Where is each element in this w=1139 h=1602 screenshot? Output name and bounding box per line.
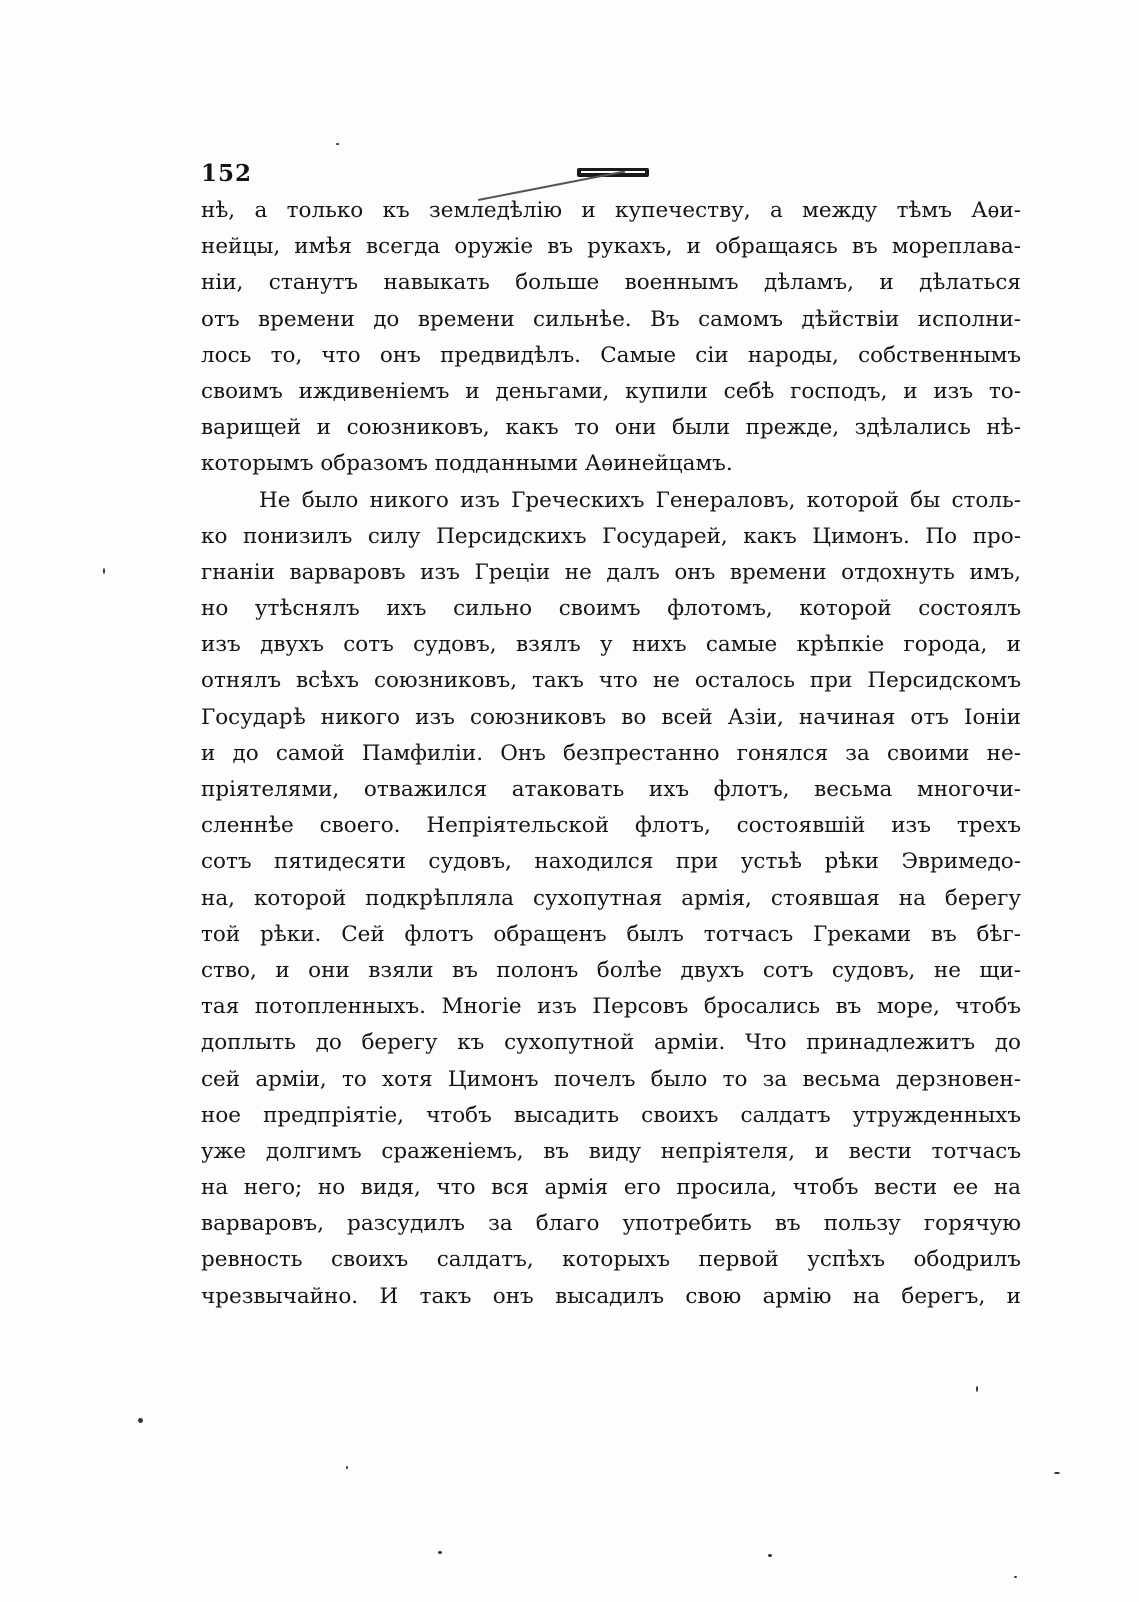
text-line: но утѣснялъ ихъ сильно своимъ флотомъ, которой состоялъ <box>201 596 1021 622</box>
text-line: нейцы, имѣя всегда оружіе въ рукахъ, и обращаясь въ мореплава- <box>201 234 1021 260</box>
scan-speck <box>438 1551 442 1554</box>
text-line: лось то, что онъ предвидѣлъ. Самые сіи народы, собственнымъ <box>201 342 1021 368</box>
scan-speck <box>1014 1576 1017 1578</box>
paragraph-first-line: Не было никого изъ Греческихъ Генераловъ, которой бы столь- <box>259 487 1021 513</box>
text-line: пріятелями, отважился атаковать ихъ флотъ, весьма многочи- <box>201 777 1021 802</box>
text-line: сотъ пятидесяти судовъ, находился при устьѣ рѣки Эвримедо- <box>201 849 1021 875</box>
text-line: ревность своихъ салдатъ, которыхъ первой успѣхъ ободрилъ <box>201 1247 1021 1273</box>
scan-speck <box>976 1386 978 1392</box>
text-line: ніи, станутъ навыкать больше военнымъ дѣламъ, и дѣлаться <box>201 270 1021 296</box>
text-line: варищей и союзниковъ, какъ то они были прежде, здѣлались нѣ- <box>201 415 1021 441</box>
text-line: доплыть до берегу къ сухопутной арміи. Что принадлежитъ до <box>201 1030 1021 1056</box>
scan-speck <box>1054 1472 1060 1474</box>
text-line: чрезвычайно. И такъ онъ высадилъ свою армію на берегъ, и <box>201 1283 1021 1309</box>
text-line: Государѣ никого изъ союзниковъ во всей Азіи, начиная отъ Іоніи <box>201 704 1021 730</box>
text-line: гнаніи варваровъ изъ Греціи не далъ онъ времени отдохнуть имъ, <box>201 559 1021 585</box>
text-line: отъ времени до времени сильнѣе. Въ самомъ дѣйствіи исполни- <box>201 306 1021 332</box>
text-line: изъ двухъ сотъ судовъ, взялъ у нихъ самые крѣпкіе города, и <box>201 632 1021 658</box>
scan-speck <box>346 1466 348 1469</box>
text-line: варваровъ, разсудилъ за благо употребить въ пользу горячую <box>201 1211 1021 1237</box>
text-line: уже долгимъ сраженіемъ, въ виду непріятеля, и вести тотчасъ <box>201 1138 1021 1164</box>
text-line: и до самой Памфиліи. Онъ безпрестанно гонялся за своими не- <box>201 740 1021 766</box>
scan-speck <box>103 568 105 574</box>
body-text <box>201 193 1021 1315</box>
text-line: ное предпріятіе, чтобъ высадить своихъ салдатъ утружденныхъ <box>201 1102 1021 1128</box>
text-line: тая потопленныхъ. Многіе изъ Персовъ бросались въ море, чтобъ <box>201 994 1021 1020</box>
text-line: нѣ, а только къ земледѣлію и купечеству, а между тѣмъ Аѳи- <box>201 198 1021 223</box>
scan-speck <box>768 1554 772 1557</box>
scan-speck <box>138 1418 143 1423</box>
text-line: ко понизилъ силу Персидскихъ Государей, какъ Цимонъ. По про- <box>201 523 1021 549</box>
text-line: на него; но видя, что вся армія его просила, чтобъ вести ее на <box>201 1175 1021 1201</box>
text-line: своимъ иждивеніемъ и деньгами, купили себѣ господъ, и изъ то- <box>201 378 1021 404</box>
scan-speck <box>336 143 339 145</box>
page-number: 152 <box>201 160 253 187</box>
text-line: сленнѣе своего. Непріятельской флотъ, состоявшій изъ трехъ <box>201 813 1021 839</box>
text-line: на, которой подкрѣпляла сухопутная армія, стоявшая на берегу <box>201 885 1021 911</box>
text-line: ство, и они взяли въ полонъ болѣе двухъ сотъ судовъ, не щи- <box>201 957 1021 983</box>
text-line: которымъ образомъ подданными Аѳинейцамъ. <box>201 451 733 477</box>
text-line: той рѣки. Сей флотъ обращенъ былъ тотчасъ Греками въ бѣг- <box>201 921 1021 947</box>
text-line: сей арміи, то хотя Цимонъ почелъ было то за весьма дерзновен- <box>201 1066 1021 1092</box>
text-line: отнялъ всѣхъ союзниковъ, такъ что не осталось при Персидскомъ <box>201 668 1021 694</box>
